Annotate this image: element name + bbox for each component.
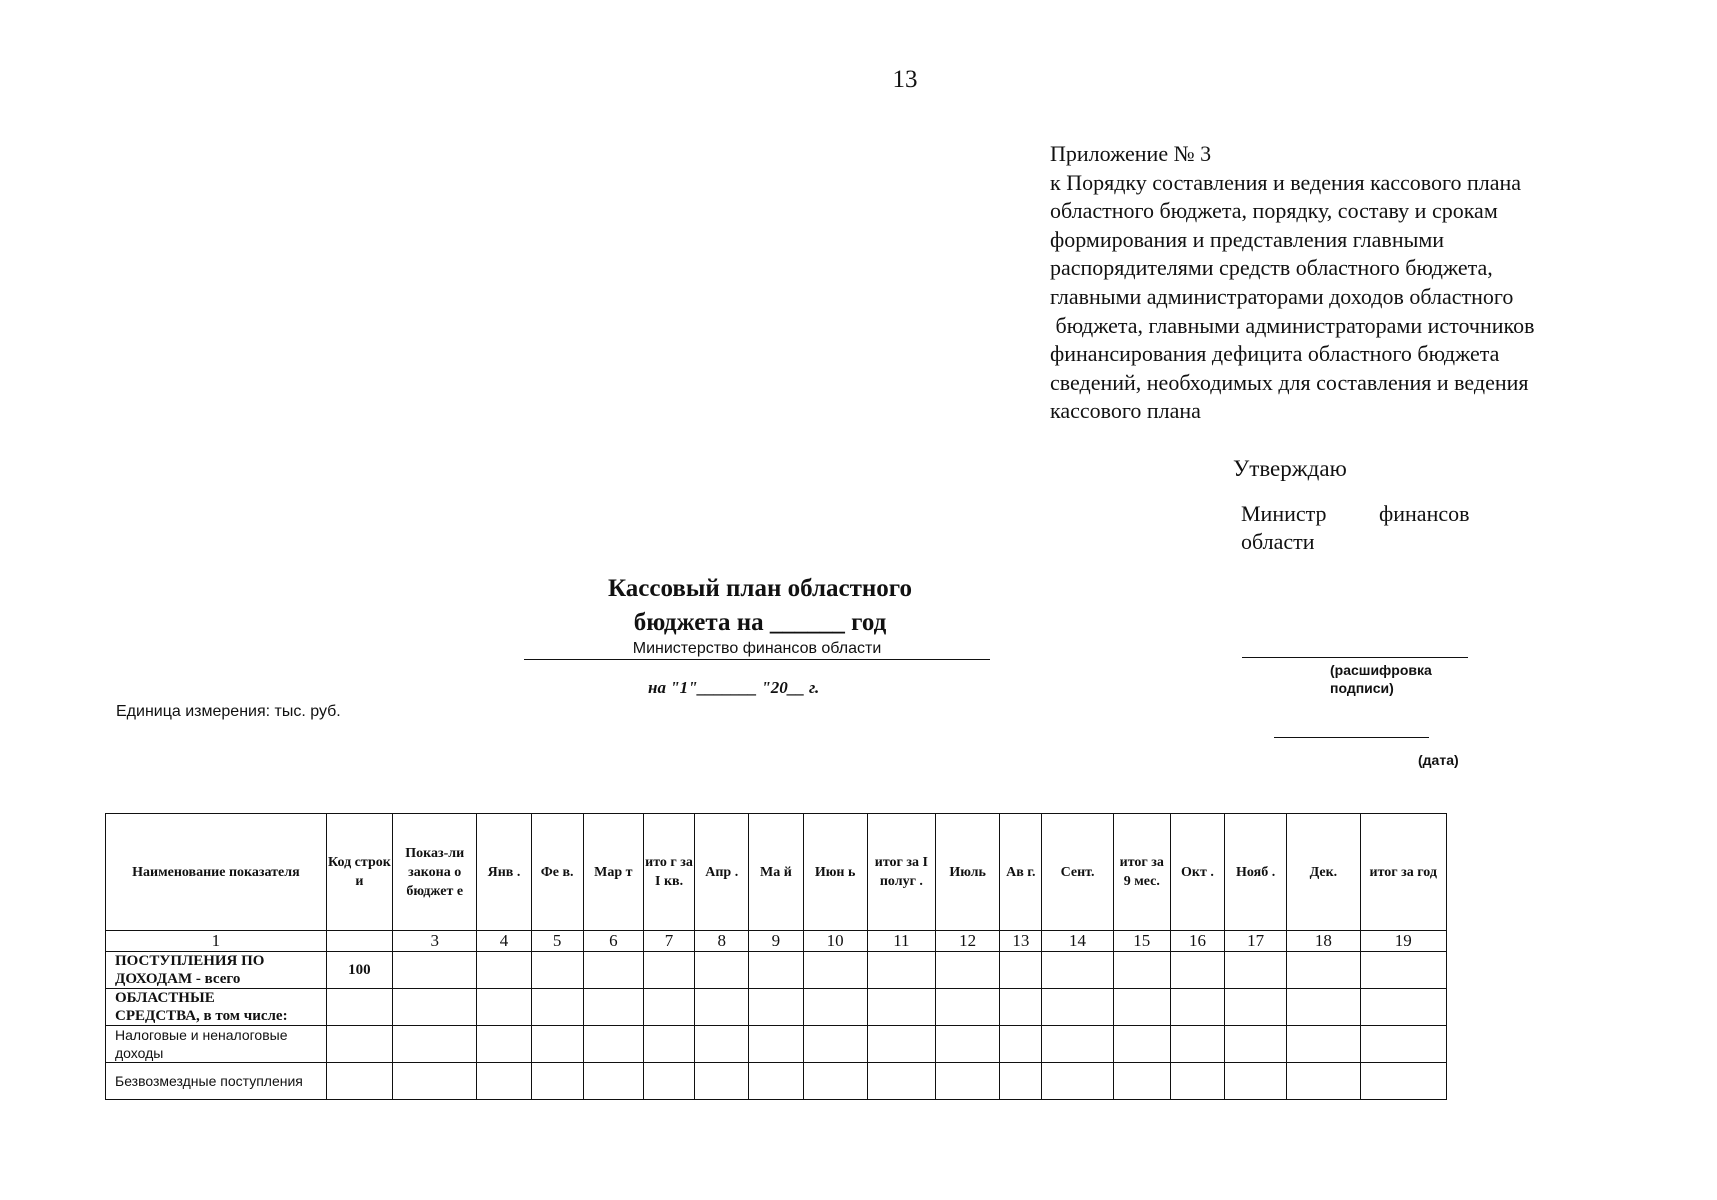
cash-plan-table: [105, 813, 1447, 1100]
table-cell: [1170, 989, 1224, 1026]
table-cell: [1287, 952, 1360, 989]
appendix-line: финансирования дефицита областного бюджета: [1050, 341, 1500, 367]
column-number: 1: [106, 931, 327, 952]
table-cell: [583, 1063, 643, 1100]
table-cell: [803, 1026, 867, 1063]
table-cell: [1360, 1063, 1446, 1100]
table-cell: [643, 1063, 694, 1100]
table-cell: [393, 989, 477, 1026]
column-header: Июн ь: [803, 814, 867, 931]
row-name-main: ОБЛАСТНЫЕ: [115, 990, 215, 1006]
table-cell: [643, 952, 694, 989]
table-row: [106, 1026, 1447, 1063]
column-number: [326, 931, 392, 952]
column-header: Код строк и: [326, 814, 392, 931]
row-name: Налоговые и неналоговые доходы: [106, 1026, 327, 1063]
column-header: Янв .: [477, 814, 531, 931]
column-number: 18: [1287, 931, 1360, 952]
column-number: 3: [393, 931, 477, 952]
table-cell: [867, 952, 935, 989]
row-name: [106, 989, 327, 1026]
table-cell: [1170, 1026, 1224, 1063]
appendix-line: областного бюджета, порядку, составу и срокам: [1050, 198, 1498, 224]
table-cell: [936, 989, 1000, 1026]
ministry-name: Министерство финансов области: [524, 640, 990, 660]
signature-caption-line: (расшифровка: [1330, 662, 1432, 678]
table-cell: [1287, 1063, 1360, 1100]
table-cell: [867, 1063, 935, 1100]
column-header: Июль: [936, 814, 1000, 931]
table-cell: [477, 952, 531, 989]
column-header: Наименование показателя: [106, 814, 327, 931]
signature-caption-line: подписи): [1330, 680, 1394, 696]
date-caption: (дата): [1418, 752, 1459, 768]
column-number: 9: [749, 931, 803, 952]
table-cell: [531, 989, 583, 1026]
table-cell: [643, 1026, 694, 1063]
column-number: 10: [803, 931, 867, 952]
table-cell: [1170, 1063, 1224, 1100]
column-header: Ав г.: [1000, 814, 1042, 931]
table-cell: [1225, 989, 1287, 1026]
column-header: ито г за I кв.: [643, 814, 694, 931]
table-cell: [936, 1063, 1000, 1100]
table-cell: [1113, 1063, 1170, 1100]
row-name: Безвозмездные поступления: [106, 1063, 327, 1100]
table-cell: [749, 1063, 803, 1100]
table-cell: [695, 1026, 749, 1063]
date-line: [1274, 737, 1429, 738]
table-cell: [583, 952, 643, 989]
table-cell: [1042, 1026, 1113, 1063]
signature-caption: [1330, 661, 1432, 697]
table-cell: [867, 1026, 935, 1063]
table-cell: [1225, 952, 1287, 989]
table-cell: [583, 989, 643, 1026]
table-cell: [1042, 989, 1113, 1026]
table-cell: [393, 1026, 477, 1063]
appendix-line: кассового плана: [1050, 398, 1201, 424]
table-cell: [695, 989, 749, 1026]
table-cell: [477, 1026, 531, 1063]
row-name-sub: ДОХОДАМ - всего: [115, 971, 241, 987]
column-number: 11: [867, 931, 935, 952]
table-cell: [749, 989, 803, 1026]
table-cell: [1000, 952, 1042, 989]
table-cell: [803, 952, 867, 989]
table-cell: [531, 1026, 583, 1063]
column-header: Показ-ли закона о бюджет е: [393, 814, 477, 931]
approve-label: Утверждаю: [1233, 456, 1347, 481]
minister-word: области: [1241, 529, 1315, 554]
column-number: 14: [1042, 931, 1113, 952]
table-cell: [1113, 989, 1170, 1026]
row-code: [326, 989, 392, 1026]
table-cell: [936, 952, 1000, 989]
table-cell: [1360, 1026, 1446, 1063]
table-cell: [867, 989, 935, 1026]
table-cell: [393, 952, 477, 989]
table-row: [106, 952, 1447, 989]
row-name-sub: СРЕДСТВА, в том числе:: [115, 1008, 288, 1024]
table-cell: [803, 1063, 867, 1100]
table-cell: [1042, 952, 1113, 989]
minister-word: финансов: [1379, 501, 1470, 526]
column-header: Ма й: [749, 814, 803, 931]
column-header: Сент.: [1042, 814, 1113, 931]
table-cell: [1170, 952, 1224, 989]
appendix-line: Приложение № 3: [1050, 141, 1212, 166]
table-cell: [1000, 1063, 1042, 1100]
column-number: 7: [643, 931, 694, 952]
appendix-line: распорядителями средств областного бюджета,: [1050, 255, 1493, 281]
appendix-line: сведений, необходимых для составления и ведения: [1050, 369, 1529, 395]
column-number-row: [106, 931, 1447, 952]
table-cell: [1000, 989, 1042, 1026]
column-header: Дек.: [1287, 814, 1360, 931]
table-cell: [803, 989, 867, 1026]
as-of-date: на "1"_______ "20__ г.: [648, 678, 820, 697]
table-cell: [749, 952, 803, 989]
table-cell: [1042, 1063, 1113, 1100]
table-cell: [695, 1063, 749, 1100]
table-row: [106, 1063, 1447, 1100]
table-cell: [1360, 952, 1446, 989]
table-cell: [1225, 1026, 1287, 1063]
column-header: итог за I полуг .: [867, 814, 935, 931]
row-code: [326, 1026, 392, 1063]
table-header-row: [106, 814, 1447, 931]
table-cell: [1225, 1063, 1287, 1100]
column-number: 17: [1225, 931, 1287, 952]
table-cell: [695, 952, 749, 989]
table-cell: [936, 1026, 1000, 1063]
table-cell: [1113, 952, 1170, 989]
table-cell: [643, 989, 694, 1026]
column-number: 4: [477, 931, 531, 952]
table-cell: [1113, 1026, 1170, 1063]
row-name-main: ПОСТУПЛЕНИЯ ПО: [115, 953, 265, 969]
appendix-line: к Порядку составления и ведения кассового плана: [1050, 169, 1522, 195]
row-name: [106, 952, 327, 989]
table-cell: [1000, 1026, 1042, 1063]
column-number: 19: [1360, 931, 1446, 952]
document-title-line: Кассовый план областного: [607, 575, 913, 602]
column-number: 6: [583, 931, 643, 952]
page-number: 13: [892, 66, 918, 93]
column-header: итог за год: [1360, 814, 1446, 931]
signature-line: [1242, 657, 1468, 658]
appendix-line: бюджета, главными администраторами источников: [1050, 312, 1535, 338]
table-cell: [583, 1026, 643, 1063]
document-title: [525, 572, 995, 640]
minister-word: Министр: [1241, 501, 1327, 526]
row-code: 100: [326, 952, 392, 989]
table-cell: [393, 1063, 477, 1100]
minister-title: [1241, 500, 1481, 556]
column-header: Апр .: [695, 814, 749, 931]
table-cell: [1360, 989, 1446, 1026]
column-header: Мар т: [583, 814, 643, 931]
table-cell: [1287, 989, 1360, 1026]
column-number: 8: [695, 931, 749, 952]
column-header: Окт .: [1170, 814, 1224, 931]
column-number: 5: [531, 931, 583, 952]
column-number: 12: [936, 931, 1000, 952]
unit-of-measure: Единица измерения: тыс. руб.: [116, 703, 341, 720]
column-number: 15: [1113, 931, 1170, 952]
table-cell: [1287, 1026, 1360, 1063]
column-number: 13: [1000, 931, 1042, 952]
appendix-line: формирования и представления главными: [1050, 226, 1445, 252]
row-code: [326, 1063, 392, 1100]
table-cell: [477, 989, 531, 1026]
table-cell: [531, 952, 583, 989]
column-header: Фе в.: [531, 814, 583, 931]
table-cell: [749, 1026, 803, 1063]
column-header: Нояб .: [1225, 814, 1287, 931]
document-title-line: бюджета на ______ год: [633, 609, 887, 636]
table-cell: [477, 1063, 531, 1100]
table-cell: [531, 1063, 583, 1100]
column-number: 16: [1170, 931, 1224, 952]
appendix-line: главными администраторами доходов областного: [1050, 283, 1514, 309]
column-header: итог за 9 мес.: [1113, 814, 1170, 931]
appendix-note: [1050, 140, 1690, 426]
table-row: [106, 989, 1447, 1026]
